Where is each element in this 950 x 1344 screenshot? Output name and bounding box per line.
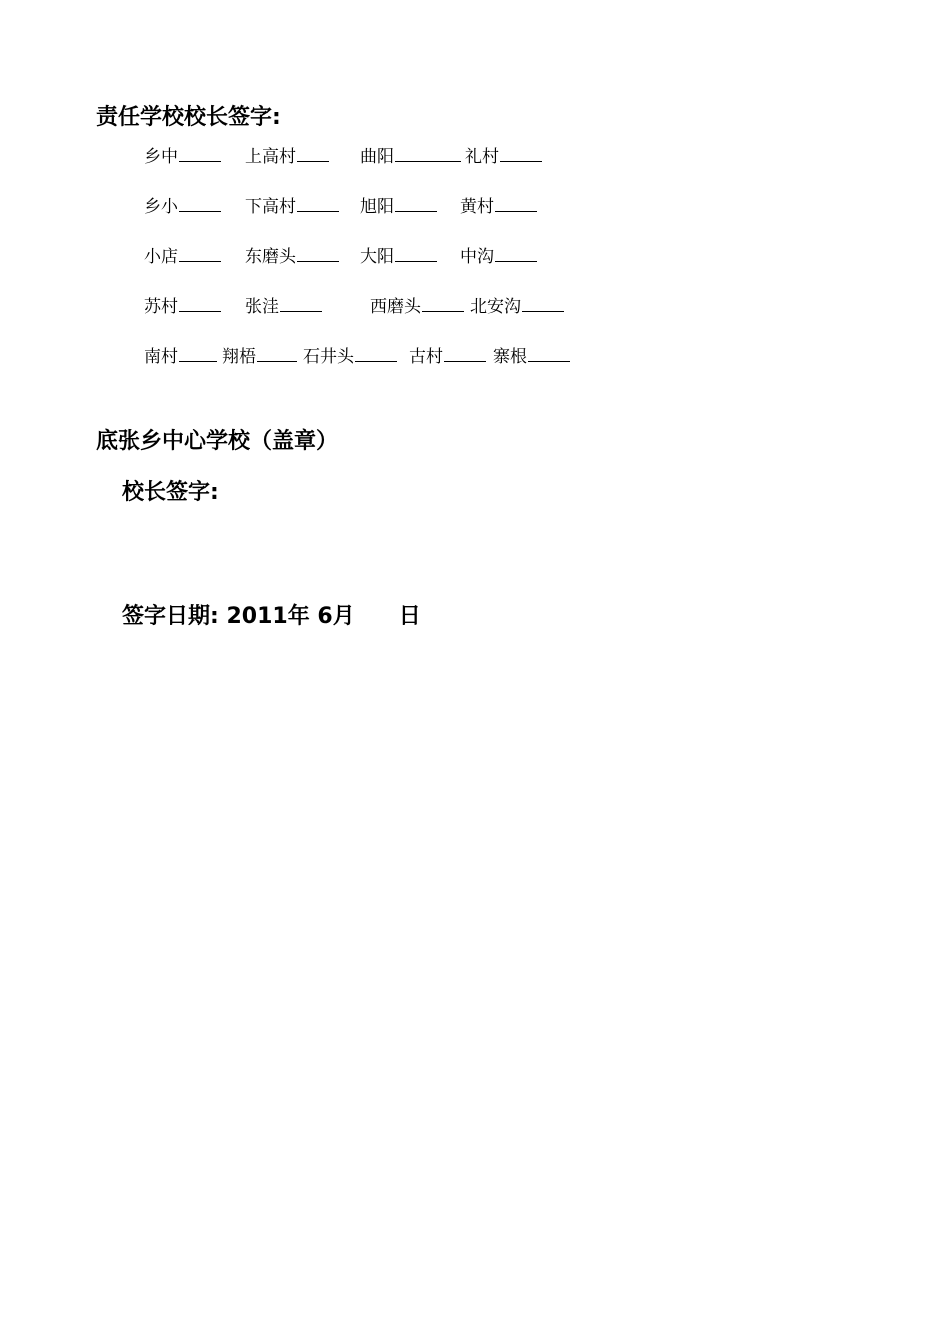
school-entry <box>493 345 570 368</box>
school-name: 上高村 <box>245 147 296 167</box>
date-year-unit: 年 <box>287 604 310 629</box>
responsible-principal-signature-title: 责任学校校长签字: <box>96 105 281 130</box>
signature-blank[interactable] <box>355 345 397 362</box>
school-entry <box>460 195 537 218</box>
school-row-1 <box>0 145 950 169</box>
school-entry <box>245 195 339 218</box>
date-year: 2011 <box>226 604 288 629</box>
school-entry <box>303 345 397 368</box>
school-row-3 <box>0 245 950 269</box>
school-entry <box>144 345 217 368</box>
school-entry <box>245 295 322 318</box>
school-name: 礼村 <box>465 147 499 167</box>
school-name: 下高村 <box>245 197 296 217</box>
signature-blank[interactable] <box>522 295 564 312</box>
school-name: 曲阳 <box>360 147 394 167</box>
school-name: 黄村 <box>460 197 494 217</box>
signature-date-line <box>122 603 421 631</box>
date-day-unit: 日 <box>398 604 421 629</box>
signature-blank[interactable] <box>179 345 217 362</box>
school-entry <box>470 295 564 318</box>
signature-blank[interactable] <box>500 145 542 162</box>
school-name: 苏村 <box>144 297 178 317</box>
date-month: 6 <box>317 604 333 629</box>
signature-blank[interactable] <box>528 345 570 362</box>
school-entry <box>370 295 464 318</box>
signature-blank[interactable] <box>179 195 221 212</box>
school-name: 北安沟 <box>470 297 521 317</box>
school-name: 石井头 <box>303 347 354 367</box>
school-entry <box>245 245 339 268</box>
school-name: 东磨头 <box>245 247 296 267</box>
school-name: 西磨头 <box>370 297 421 317</box>
school-name: 张洼 <box>245 297 279 317</box>
school-name: 寨根 <box>493 347 527 367</box>
school-entry <box>360 245 437 268</box>
school-name: 中沟 <box>460 247 494 267</box>
signature-blank[interactable] <box>179 245 221 262</box>
school-entry <box>144 195 221 218</box>
school-row-4 <box>0 295 950 319</box>
school-row-2 <box>0 195 950 219</box>
central-school-seal-title: 底张乡中心学校（盖章） <box>96 429 339 454</box>
signature-blank[interactable] <box>422 295 464 312</box>
school-name: 乡小 <box>144 197 178 217</box>
school-entry <box>360 145 461 168</box>
signature-blank[interactable] <box>257 345 297 362</box>
school-entry <box>222 345 297 368</box>
signature-blank[interactable] <box>444 345 486 362</box>
signature-blank[interactable] <box>395 145 461 162</box>
school-name: 翔梧 <box>222 347 256 367</box>
school-entry <box>144 245 221 268</box>
school-row-5 <box>0 345 950 369</box>
school-entry <box>245 145 329 168</box>
school-entry <box>465 145 542 168</box>
date-month-unit: 月 <box>332 604 355 629</box>
school-name: 小店 <box>144 247 178 267</box>
school-entry <box>460 245 537 268</box>
school-entry <box>409 345 486 368</box>
school-name: 旭阳 <box>360 197 394 217</box>
signature-blank[interactable] <box>280 295 322 312</box>
school-name: 南村 <box>144 347 178 367</box>
signature-blank[interactable] <box>179 145 221 162</box>
school-entry <box>144 145 221 168</box>
signature-blank[interactable] <box>297 195 339 212</box>
signature-blank[interactable] <box>495 245 537 262</box>
signature-blank[interactable] <box>297 245 339 262</box>
signature-blank[interactable] <box>395 245 437 262</box>
principal-signature-label: 校长签字: <box>122 480 219 505</box>
signature-blank[interactable] <box>395 195 437 212</box>
school-entry <box>144 295 221 318</box>
date-label: 签字日期: <box>122 604 219 629</box>
signature-blank[interactable] <box>495 195 537 212</box>
school-name: 乡中 <box>144 147 178 167</box>
signature-blank[interactable] <box>297 145 329 162</box>
signature-blank[interactable] <box>179 295 221 312</box>
school-entry <box>360 195 437 218</box>
school-name: 古村 <box>409 347 443 367</box>
school-name: 大阳 <box>360 247 394 267</box>
